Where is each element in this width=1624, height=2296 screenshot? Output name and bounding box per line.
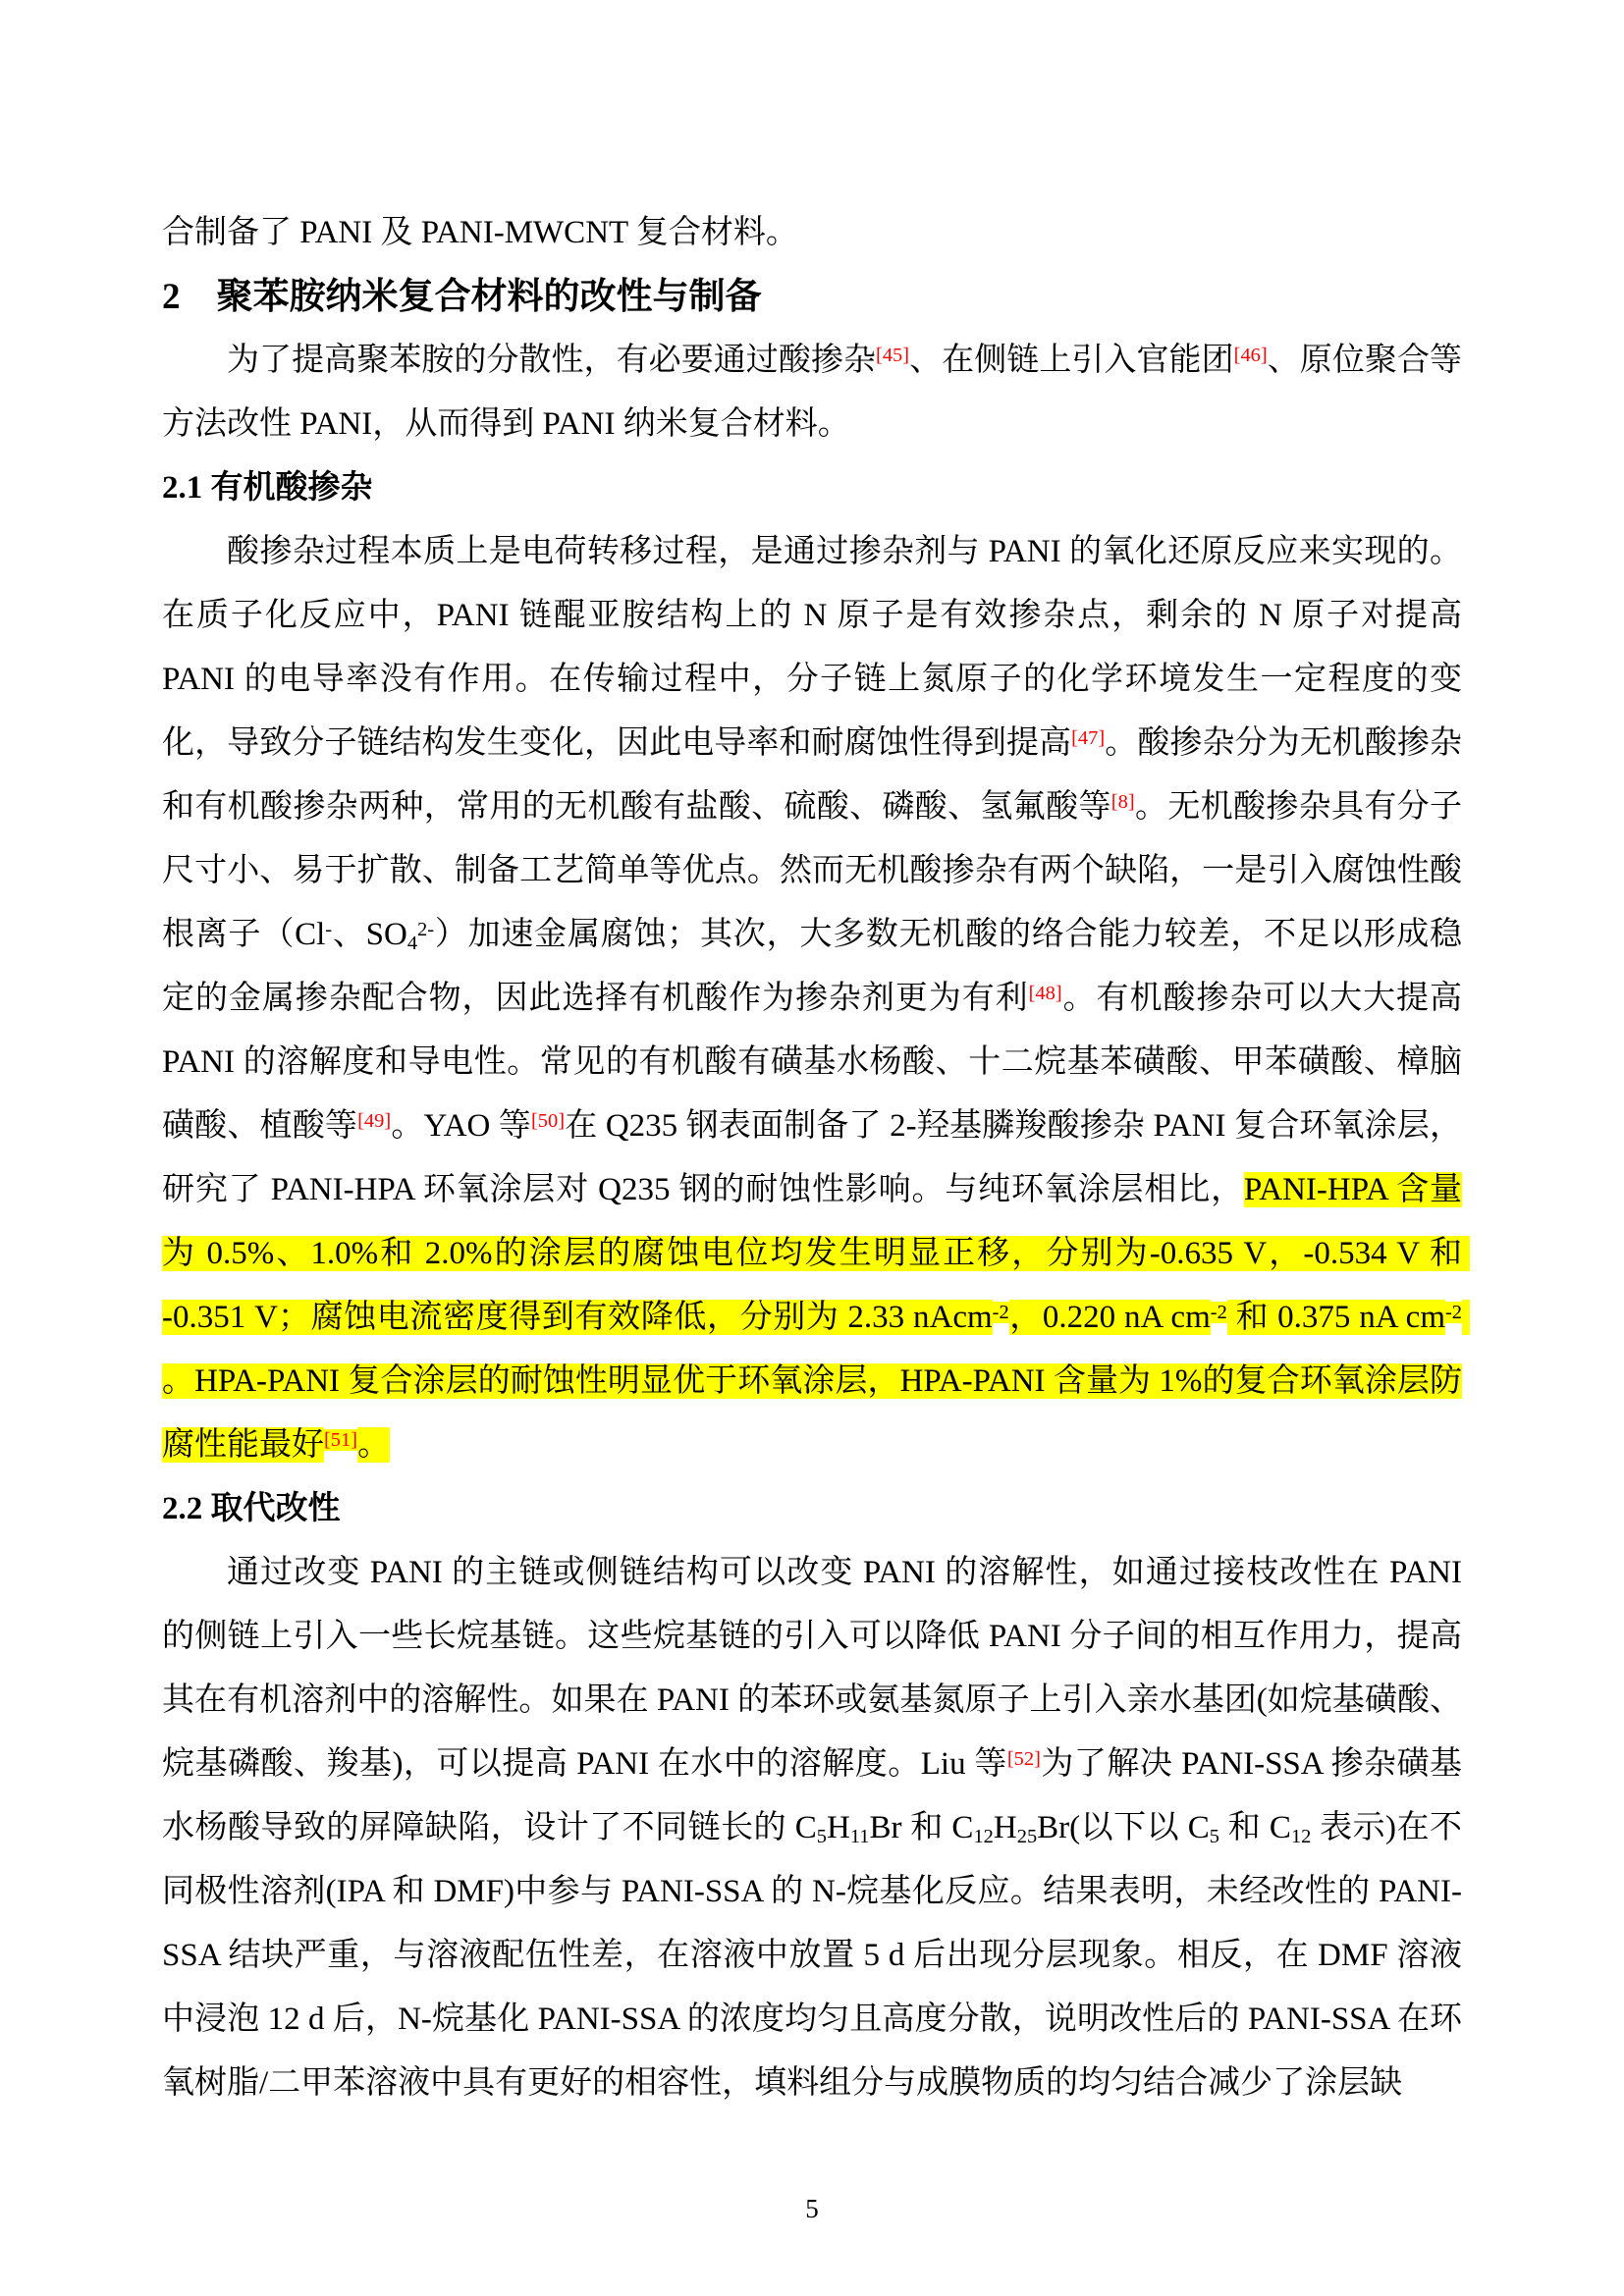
text-run: 。 [357, 1427, 391, 1463]
page-number: 5 [805, 2194, 819, 2223]
citation-ref: [50] [530, 1109, 566, 1132]
text-run: 。酸掺杂分为无机酸掺杂和有机酸掺杂两种，常用的无机酸有盐酸、硫酸、磷酸、氢氟酸等 [162, 725, 1463, 825]
text-run: 通过改变 PANI 的主链或侧链结构可以改变 PANI 的溶解性，如通过接枝改性在 PANI 的侧链上引入一些长烷基链。这些烷基链的引入可以降低 PANI 分子间的相互作用力，提高其在有机溶剂中的溶解性。如果在 PANI 的苯环或氨基氮原子上引入亲水基团(如烷基磺酸、烷基磷酸、羧基)，可以提高 PANI 在水中的溶解度。Liu 等 [162, 1555, 1471, 1782]
citation-ref: [52] [1006, 1747, 1041, 1770]
text-run: 和 0.375 nA cm [1226, 1300, 1445, 1335]
text-run: 25 [1016, 1826, 1038, 1848]
section-2-1-heading [162, 456, 1462, 520]
section-2-intro-paragraph [162, 329, 1462, 456]
text-run: 2.1 有机酸掺杂 [162, 470, 373, 506]
text-run: 、SO [332, 917, 407, 952]
text-run: 。无机酸掺杂具有分子尺寸小、易于扩散、制备工艺简单等优点。然而无机酸掺杂有两个缺陷，一是引入腐蚀性酸根离子（Cl [162, 789, 1463, 952]
section-2-2-heading [162, 1477, 1462, 1541]
text-run: H [993, 1810, 1017, 1845]
section-2-1-body-paragraph [162, 520, 1471, 1477]
text-run: 11 [849, 1826, 870, 1848]
text-run: Br(以下以 C [1037, 1810, 1210, 1845]
text-run: 。有机酸掺杂可以大大提高 PANI 的溶解度和导电性。常见的有机酸有磺基水杨酸、十二烷基苯磺酸、甲苯磺酸、樟脑磺酸、植酸等 [162, 981, 1471, 1144]
text-run: PANI-HPA 含量为 0.5%、1.0%和 2.0%的涂层的腐蚀电位均发生明显正移，分别为-0.635 V，-0.534 V 和 -0.351 V；腐蚀电流密度得到有效降低，分别为 2.33 nAcm [162, 1172, 1471, 1335]
citation-ref: [51] [324, 1428, 358, 1451]
text-run: 4 [406, 933, 418, 955]
text-run: 2 聚苯胺纳米复合材料的改性与制备 [162, 277, 762, 317]
section-2-heading [162, 265, 1462, 329]
text-run: 表示)在不同极性溶剂(IPA 和 DMF)中参与 PANI-SSA 的 N-烷基化反应。结果表明，未经改性的 PANI-SSA 结块严重，与溶液配伍性差，在溶液中放置 5 d 后出现分层现象。相反，在 DMF 溶液中浸泡 12 d 后，N-烷基化 PANI-SSA 的浓度均匀且高度分散，说明改性后的 PANI-SSA 在环氧树脂/二甲苯溶液中具有更好的相容性，填料组分与成膜物质的均匀结合减少了涂层缺 [162, 1810, 1462, 2101]
text-run: 2- [417, 918, 435, 940]
text-run: Br 和 C [869, 1810, 974, 1845]
text-run: -2 [992, 1301, 1009, 1323]
text-run: ）加速金属腐蚀；其次，大多数无机酸的络合能力较差，不足以形成稳定的金属掺杂配合物，因此选择有机酸作为掺杂剂更为有利 [162, 917, 1463, 1016]
text-run: 5 [1209, 1826, 1219, 1848]
text-run: ，0.220 nA cm [1008, 1300, 1211, 1335]
text-run: 酸掺杂过程本质上是电荷转移过程，是通过掺杂剂与 PANI 的氧化还原反应来实现的。在质子化反应中，PANI 链醌亚胺结构上的 N 原子是有效掺杂点，剩余的 N 原子对提高 PANI 的电导率没有作用。在传输过程中，分子链上氮原子的化学环境发生一定程度的变化，导致分子链结构发生变化，因此电导率和耐腐蚀性得到提高 [162, 534, 1471, 761]
text-run: 和 C [1219, 1810, 1291, 1845]
continuation-paragraph [162, 201, 1462, 265]
citation-ref: [46] [1233, 344, 1268, 366]
text-run: - [325, 918, 333, 940]
text-run: 12 [1290, 1826, 1312, 1848]
section-2-2-body-paragraph [162, 1541, 1471, 2115]
citation-ref: [47] [1071, 726, 1106, 749]
citation-ref: [8] [1110, 790, 1135, 813]
text-run: H [826, 1810, 850, 1845]
text-run: 。HPA-PANI 复合涂层的耐蚀性明显优于环氧涂层，HPA-PANI 含量为 1%的复合环氧涂层防腐性能最好 [162, 1300, 1471, 1463]
text-run: -2 [1210, 1301, 1227, 1323]
text-run: 在 Q235 钢表面制备了 2-羟基膦羧酸掺杂 PANI 复合环氧涂层，研究了 PANI-HPA 环氧涂层对 Q235 钢的耐蚀性影响。与纯环氧涂层相比， [162, 1108, 1463, 1207]
text-run: 为了解决 PANI-SSA 掺杂磺基水杨酸导致的屏障缺陷，设计了不同链长的 C [162, 1746, 1463, 1845]
text-run: 2.2 取代改性 [162, 1491, 341, 1526]
text-run: 合制备了 PANI 及 PANI-MWCNT 复合材料。 [162, 215, 798, 250]
text-run: 、原位聚合等方法改性 PANI，从而得到 PANI 纳米复合材料。 [162, 343, 1463, 442]
citation-ref: [48] [1028, 982, 1062, 1004]
citation-ref: [49] [357, 1109, 392, 1132]
text-run: -2 [1444, 1301, 1463, 1323]
citation-ref: [45] [876, 344, 910, 366]
text-run: 、在侧链上引入官能团 [909, 343, 1234, 378]
text-run: 5 [816, 1826, 827, 1848]
document-content [162, 201, 1471, 2115]
text-run: 12 [973, 1826, 994, 1848]
text-run: 为了提高聚苯胺的分散性，有必要通过酸掺杂 [227, 343, 877, 378]
text-run: 。YAO 等 [391, 1108, 531, 1144]
